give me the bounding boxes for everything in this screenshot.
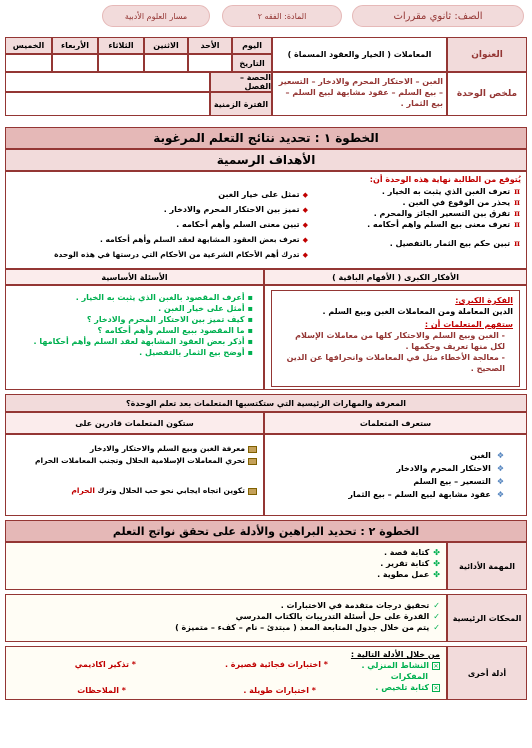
question-item: ▪أمثل على خيار الغبن . <box>158 304 253 313</box>
understand-label: ستفهم المتعلمات أن : <box>424 320 513 329</box>
day-sun-cell <box>188 37 232 54</box>
star-icon: ✤ <box>433 548 440 557</box>
date-label-cell <box>232 54 272 72</box>
date-tue[interactable] <box>98 54 144 72</box>
understand-item: - الغبن وبيع السلم والاحتكار كلها من معاملات الإسلام لكل منها تعريف وحكمها . <box>295 331 505 351</box>
will-do-item: تكوين اتجاه ايجابي نحو حب الحلال وترك الحرام <box>12 485 257 497</box>
grade-label: الصف: ثانوي مقررات <box>393 10 483 22</box>
diamond-icon: ◆ <box>302 251 308 259</box>
will-do-item: تحري المعاملات الإسلامية الحلال وتجنب المعاملات الحرام <box>12 455 257 467</box>
question-item: ▪أوضح بيع الثمار بالتفصيل . <box>139 348 253 357</box>
big-ideas-header: الأفكار الكبرى ( الأفهام الباقية ) <box>264 269 527 285</box>
diamond-icon: ◆ <box>302 236 308 244</box>
square-bullet-icon: ▪ <box>247 293 253 302</box>
goal-item: ◆تدرك أهم الأحكام الشرعية من الأحكام التي درستها في هذه الوحدة <box>54 250 308 259</box>
question-item: ▪أعرف المقصود بالغبن الذي يثبت به الخيار . <box>75 293 253 302</box>
task-label-cell: المهمة الأدائية <box>447 542 527 590</box>
criteria-item: ✓تحقيق درجات متقدمة في الاختبارات . <box>280 601 440 610</box>
task-item: ✤كتابة قصة . <box>383 548 440 557</box>
other-left-item: * تذكير اكاديمي <box>74 660 136 669</box>
date-sun[interactable] <box>188 54 232 72</box>
period-value[interactable] <box>5 72 210 92</box>
time-label-cell <box>210 92 272 116</box>
goals-box <box>5 171 527 269</box>
will-do-header: ستكون المتعلمات قادرين على <box>5 412 264 434</box>
date-mon[interactable] <box>144 54 188 72</box>
date-label: التاريخ <box>239 58 265 68</box>
book-icon <box>248 458 257 465</box>
day-wed-cell <box>52 37 98 54</box>
period-label: الحصة – الفصل <box>239 73 271 91</box>
diamond-icon: ◆ <box>302 191 308 199</box>
goal-item: πتعرف معنى بيع السلم واهم أحكامه . <box>367 219 520 229</box>
diamond-icon: ◆ <box>302 221 308 229</box>
official-goals-header <box>5 149 527 171</box>
will-know-item: ❖عقود مشابهة لبيع السلم – بيع الثمار <box>348 490 504 499</box>
understand-item: - معالجة الأخطاء مثل في المعاملات وانحرافها عن الدين الصحيح . <box>286 353 505 373</box>
square-bullet-icon: ▪ <box>247 304 253 313</box>
goal-item: ◆تبين معنى السلم وأهم أحكامه . <box>176 220 308 229</box>
sparkle-icon: ❖ <box>496 451 504 460</box>
other-item: ✕كتابة تلخيص . <box>375 683 439 692</box>
task-item: ✤عمل مطوية . <box>377 570 440 579</box>
task-item: ✤كتابة تقرير . <box>380 559 440 568</box>
pi-icon: π <box>514 208 520 218</box>
day-tuesday: الثلاثاء <box>108 41 134 50</box>
knowledge-banner: المعرفة والمهارات الرئيسية التي ستكتسبها المتعلمات بعد تعلم الوحدة؟ <box>5 394 527 412</box>
star-icon: ✤ <box>433 570 440 579</box>
other-box <box>5 646 447 700</box>
day-sunday: الأحد <box>200 41 220 50</box>
question-item: ▪أذكر بعض العقود المشابهة لعقد السلم وأهم أحكامها . <box>33 337 253 346</box>
questions-header: الأسئلة الأساسية <box>5 269 264 285</box>
day-wednesday: الأربعاء <box>61 41 89 50</box>
goal-item: πيحذر من الوقوع في الغبن . <box>402 197 520 207</box>
book-icon <box>248 446 257 453</box>
other-left-item: * الملاحظات <box>77 686 126 695</box>
title-value-cell <box>272 37 447 72</box>
date-thu[interactable] <box>5 54 52 72</box>
big-idea-label: الفكرة الكبرى: <box>455 296 513 305</box>
question-item: ▪كيف تميز بين الاحتكار المحرم والادخار ؟ <box>86 315 253 324</box>
pi-icon: π <box>514 197 520 207</box>
goal-item: πتعرف الغبن الذي يثبت به الخيار . <box>381 186 520 196</box>
other-intro: من خلال الأدلة التالية : <box>350 650 440 659</box>
other-label-cell: أدلة أخرى <box>447 646 527 700</box>
title-label: العنوان <box>471 49 503 60</box>
sparkle-icon: ❖ <box>496 490 504 499</box>
day-thursday: الخميس <box>12 41 45 50</box>
will-know-box <box>264 434 527 516</box>
will-do-box <box>5 434 264 516</box>
day-thu-cell <box>5 37 52 54</box>
track-pill <box>102 5 210 27</box>
big-ideas-box <box>264 285 527 390</box>
will-know-item: ❖الاحتكار المحرم والادخار <box>396 464 504 473</box>
tasks-box <box>5 542 447 590</box>
square-bullet-icon: ▪ <box>247 337 253 346</box>
check-icon: ✓ <box>433 601 440 610</box>
title-value: المعاملات ( الخيار والعقود المسماة ) <box>287 50 432 59</box>
step2-title: الخطوة ٢ : تحديد البراهين والأدلة على تحقق نواتج التعلم <box>112 524 420 538</box>
goal-item: ◆تمثل على خيار الغبن <box>218 190 308 199</box>
subject-pill <box>222 5 342 27</box>
will-know-header: ستعرف المتعلمات <box>264 412 527 434</box>
square-bullet-icon: ▪ <box>247 315 253 324</box>
goal-item: ◆تميز بين الاحتكار المحرم والادخار . <box>163 205 308 214</box>
period-label-cell <box>210 72 272 92</box>
sparkle-icon: ❖ <box>496 477 504 486</box>
checkbox-icon: ✕ <box>433 685 439 692</box>
square-bullet-icon: ▪ <box>247 326 253 335</box>
questions-box <box>5 285 264 390</box>
official-goals-title: الأهداف الرسمية <box>216 153 316 167</box>
checkbox-icon: ✕ <box>433 663 439 670</box>
day-label: اليوم <box>242 41 262 50</box>
check-icon: ✓ <box>433 623 440 632</box>
criteria-box <box>5 594 447 642</box>
goal-item: πتفرق بين التسعير الجائز والمحرم . <box>373 208 520 218</box>
pi-icon: π <box>514 186 520 196</box>
square-bullet-icon: ▪ <box>247 348 253 357</box>
star-icon: ✤ <box>433 559 440 568</box>
title-label-cell <box>447 37 527 72</box>
day-monday: الاثنين <box>153 41 179 50</box>
day-mon-cell <box>144 37 188 54</box>
step2-header <box>5 520 527 542</box>
other-left-item: * اختبارات فجائية قصيرة . <box>224 660 328 669</box>
criteria-item: ✓يتم من خلال جدول المتابعة المعد ( مبتدئ – نام – كفء – متميزة ) <box>175 623 440 632</box>
diamond-icon: ◆ <box>302 206 308 214</box>
sparkle-icon: ❖ <box>496 464 504 473</box>
book-icon <box>248 488 257 495</box>
summary-label-cell <box>447 72 527 116</box>
day-header-cell <box>232 37 272 54</box>
summary-label: ملخص الوحدة <box>456 89 518 99</box>
criteria-label-cell: المحكات الرئيسية <box>447 594 527 642</box>
pi-icon: π <box>514 219 520 229</box>
subject-label: المادة: الفقه ٢ <box>257 11 307 21</box>
will-know-item: ❖الغبن <box>470 451 504 460</box>
goal-item: ◆تعرف بعض العقود المشابهة لعقد السلم وأهم أحكامه . <box>100 235 308 244</box>
step1-header <box>5 127 527 149</box>
question-item: ▪ما المقصود ببيع السلم وأهم أحكامه ؟ <box>97 326 253 335</box>
will-know-item: ❖التسعير – بيع السلم <box>413 477 504 486</box>
other-item: المفكرات <box>390 672 428 681</box>
big-idea-text: الدين المعاملة ومن المعاملات الغبن وبيع السلم . <box>322 307 513 316</box>
summary-value: الغبن – الاحتكار المحرم والادخار – التسعير – بيع السلم – عقود مشابهة لبيع السلم – بيع الثمار . <box>278 77 443 108</box>
step1-title: الخطوة ١ : تحديد نتائج التعلم المرغوبة <box>153 131 379 145</box>
will-do-item: معرفة الغبن وبيع السلم والاحتكار والادخار <box>12 443 257 455</box>
time-label: الفترة الزمنية <box>213 99 269 109</box>
goals-intro: يُتوقع من الطالبة نهاية هذه الوحدة أن: <box>369 175 521 184</box>
summary-value-cell <box>272 72 447 116</box>
pi-icon: π <box>514 238 520 248</box>
grade-pill <box>352 5 524 27</box>
date-wed[interactable] <box>52 54 98 72</box>
track-label: مسار العلوم الأدبية <box>124 11 188 21</box>
criteria-item: ✓القدرة على حل أسئلة التدريبات بالكتاب المدرسي <box>235 612 440 621</box>
check-icon: ✓ <box>433 612 440 621</box>
other-item: ✕النشاط المنزلي . <box>361 661 439 670</box>
other-left-item: * اختبارات طويلة . <box>243 686 316 695</box>
day-tue-cell <box>98 37 144 54</box>
time-value[interactable] <box>5 92 210 116</box>
goal-item: πتبين حكم بيع الثمار بالتفصيل . <box>389 238 520 248</box>
